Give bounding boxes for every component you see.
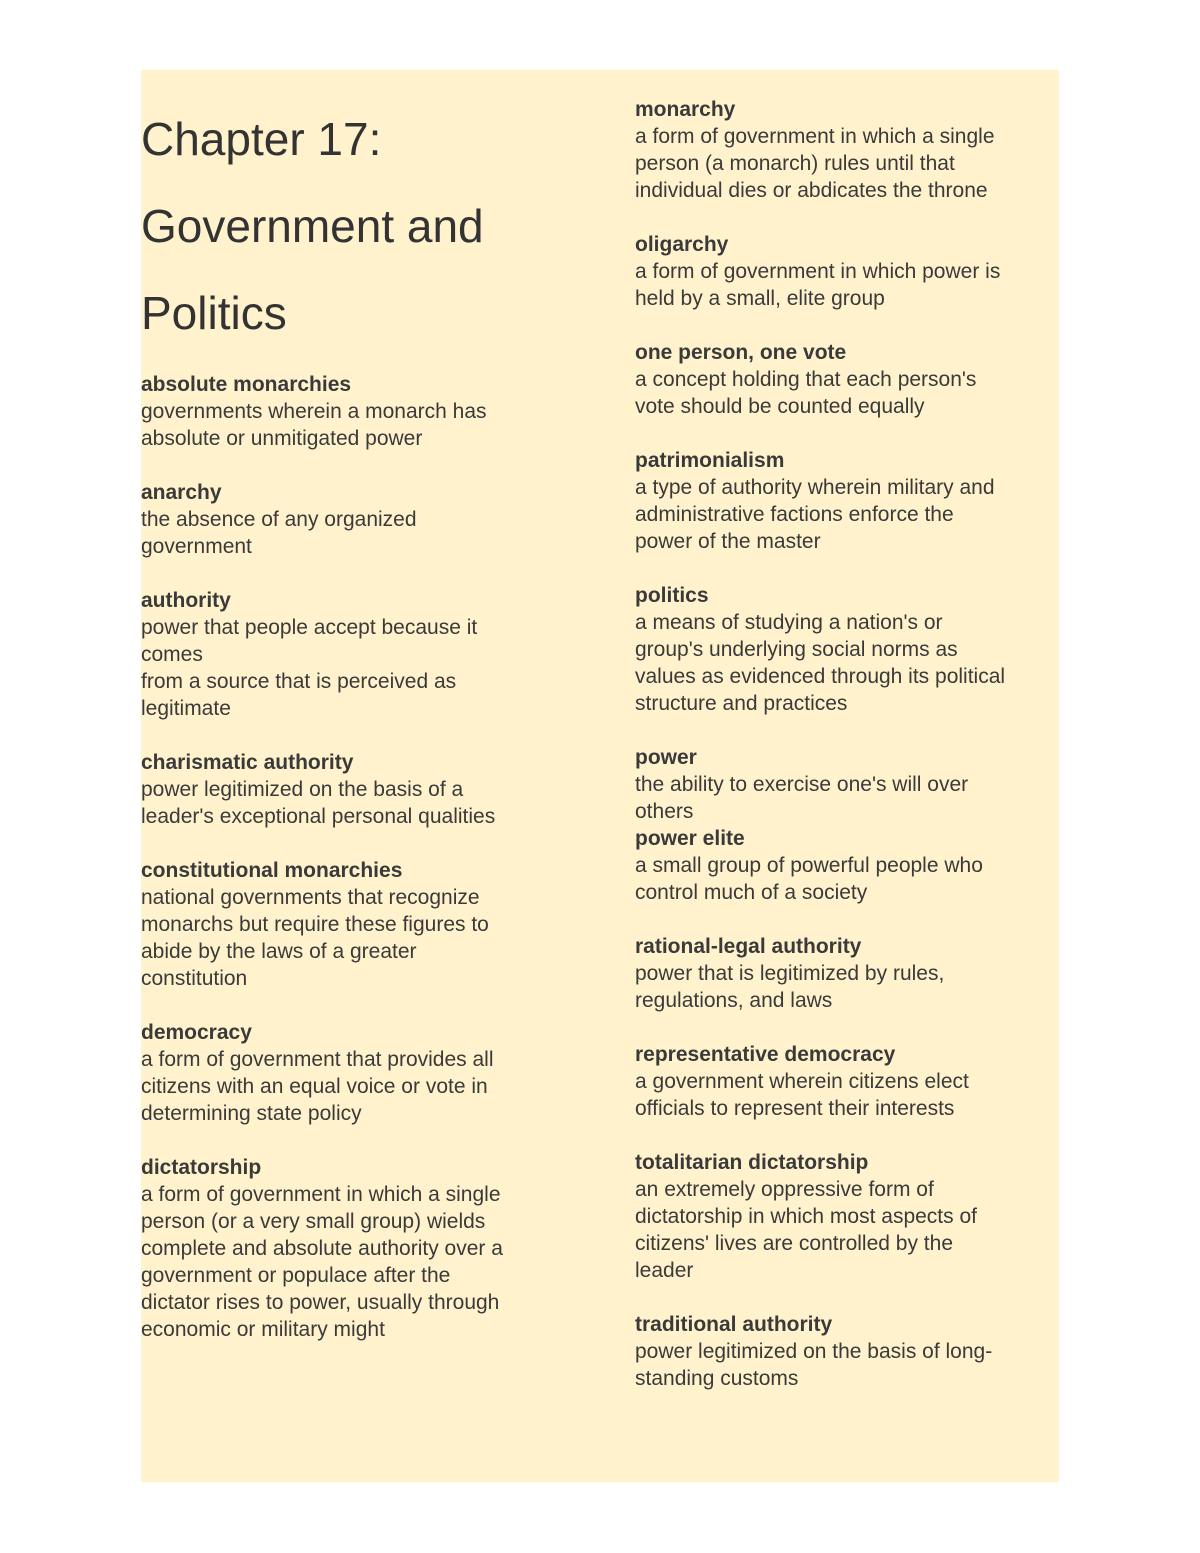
chapter-title-line: Chapter 17: — [141, 113, 382, 165]
glossary-entry — [141, 479, 571, 560]
glossary-term: rational-legal authority — [635, 935, 862, 958]
definition-line: government or populace after the — [141, 1264, 451, 1287]
chapter-title-line: Politics — [141, 287, 287, 339]
glossary-term: anarchy — [141, 481, 222, 504]
definition-line: a means of studying a nation's or — [635, 611, 943, 634]
glossary-entry — [141, 749, 571, 830]
definition-line: a small group of powerful people who — [635, 854, 983, 877]
glossary-entry — [141, 1019, 571, 1127]
definition-line: an extremely oppressive form of — [635, 1178, 934, 1201]
left-column — [141, 96, 571, 1370]
glossary-term: charismatic authority — [141, 751, 354, 774]
definition-line: a form of government in which power is — [635, 260, 1001, 283]
glossary-definition — [141, 884, 571, 992]
definition-line: others — [635, 800, 694, 823]
definition-line: person (or a very small group) wields — [141, 1210, 486, 1233]
definition-line: group's underlying social norms as — [635, 638, 958, 661]
glossary-term: totalitarian dictatorship — [635, 1151, 869, 1174]
glossary-definition — [141, 506, 571, 560]
glossary-entry — [141, 1154, 571, 1343]
glossary-entry — [635, 339, 1060, 420]
definition-line: absolute or unmitigated power — [141, 427, 423, 450]
glossary-term: politics — [635, 584, 709, 607]
definition-line: vote should be counted equally — [635, 395, 925, 418]
glossary-definition — [635, 960, 1060, 1014]
glossary-term: constitutional monarchies — [141, 859, 403, 882]
glossary-definition — [635, 1176, 1060, 1284]
definition-line: power of the master — [635, 530, 821, 553]
definition-line: power legitimized on the basis of a — [141, 778, 464, 801]
glossary-term: monarchy — [635, 98, 736, 121]
definition-line: determining state policy — [141, 1102, 362, 1125]
glossary-entry — [635, 1149, 1060, 1284]
glossary-definition — [635, 771, 1060, 825]
glossary-definition — [635, 852, 1060, 906]
glossary-entry — [141, 371, 571, 452]
glossary-entry — [635, 744, 1060, 825]
definition-line: from a source that is perceived as — [141, 670, 457, 693]
chapter-title — [141, 96, 571, 357]
glossary-entry — [635, 1311, 1060, 1392]
glossary-definition — [141, 614, 571, 722]
definition-line: regulations, and laws — [635, 989, 833, 1012]
definition-line: administrative factions enforce the — [635, 503, 954, 526]
definition-line: a concept holding that each person's — [635, 368, 977, 391]
glossary-term: representative democracy — [635, 1043, 896, 1066]
glossary-entry — [635, 231, 1060, 312]
definition-line: a form of government in which a single — [141, 1183, 501, 1206]
definition-line: power that people accept because it — [141, 616, 478, 639]
definition-line: held by a small, elite group — [635, 287, 885, 310]
definition-line: citizens with an equal voice or vote in — [141, 1075, 488, 1098]
definition-line: constitution — [141, 967, 248, 990]
glossary-definition — [141, 1046, 571, 1127]
glossary-entry — [635, 96, 1060, 204]
definition-line: values as evidenced through its political — [635, 665, 1006, 688]
definition-line: governments wherein a monarch has — [141, 400, 487, 423]
right-column — [635, 96, 1060, 1419]
definition-line: monarchs but require these figures to — [141, 913, 489, 936]
definition-line: legitimate — [141, 697, 231, 720]
definition-line: national governments that recognize — [141, 886, 480, 909]
definition-line: power legitimized on the basis of long- — [635, 1340, 993, 1363]
glossary-term: democracy — [141, 1021, 252, 1044]
glossary-entry — [635, 933, 1060, 1014]
glossary-definition — [635, 366, 1060, 420]
glossary-term: traditional authority — [635, 1313, 833, 1336]
definition-line: government — [141, 535, 252, 558]
glossary-term: one person, one vote — [635, 341, 847, 364]
definition-line: complete and absolute authority over a — [141, 1237, 503, 1260]
definition-line: leader — [635, 1259, 694, 1282]
glossary-entry — [141, 587, 571, 722]
definition-line: standing customs — [635, 1367, 799, 1390]
glossary-term: authority — [141, 589, 231, 612]
glossary-term: power — [635, 746, 697, 769]
left-glossary-list — [141, 371, 571, 1343]
glossary-term: patrimonialism — [635, 449, 785, 472]
glossary-definition — [141, 1181, 571, 1343]
glossary-definition — [635, 1338, 1060, 1392]
definition-line: economic or military might — [141, 1318, 385, 1341]
glossary-entry — [141, 857, 571, 992]
glossary-term: power elite — [635, 827, 745, 850]
definition-line: citizens' lives are controlled by the — [635, 1232, 953, 1255]
definition-line: officials to represent their interests — [635, 1097, 955, 1120]
definition-line: a form of government in which a single — [635, 125, 995, 148]
glossary-term: dictatorship — [141, 1156, 262, 1179]
definition-line: power that is legitimized by rules, — [635, 962, 945, 985]
glossary-definition — [635, 123, 1060, 204]
definition-line: a form of government that provides all — [141, 1048, 494, 1071]
definition-line: individual dies or abdicates the throne — [635, 179, 988, 202]
definition-line: the absence of any organized — [141, 508, 417, 531]
glossary-definition — [635, 258, 1060, 312]
glossary-entry — [635, 825, 1060, 906]
definition-line: dictatorship in which most aspects of — [635, 1205, 977, 1228]
definition-line: the ability to exercise one's will over — [635, 773, 969, 796]
glossary-definition — [635, 609, 1060, 717]
chapter-title-line: Government and — [141, 200, 484, 252]
glossary-entry — [635, 582, 1060, 717]
definition-line: dictator rises to power, usually through — [141, 1291, 500, 1314]
definition-line: control much of a society — [635, 881, 868, 904]
glossary-definition — [141, 398, 571, 452]
definition-line: abide by the laws of a greater — [141, 940, 417, 963]
glossary-entry — [635, 1041, 1060, 1122]
glossary-definition — [141, 776, 571, 830]
glossary-term: oligarchy — [635, 233, 729, 256]
definition-line: structure and practices — [635, 692, 848, 715]
definition-line: a type of authority wherein military and — [635, 476, 995, 499]
glossary-definition — [635, 1068, 1060, 1122]
glossary-definition — [635, 474, 1060, 555]
glossary-entry — [635, 447, 1060, 555]
definition-line: comes — [141, 643, 203, 666]
right-glossary-list — [635, 96, 1060, 1392]
definition-line: a government wherein citizens elect — [635, 1070, 969, 1093]
definition-line: person (a monarch) rules until that — [635, 152, 955, 175]
glossary-term: absolute monarchies — [141, 373, 352, 396]
definition-line: leader's exceptional personal qualities — [141, 805, 496, 828]
